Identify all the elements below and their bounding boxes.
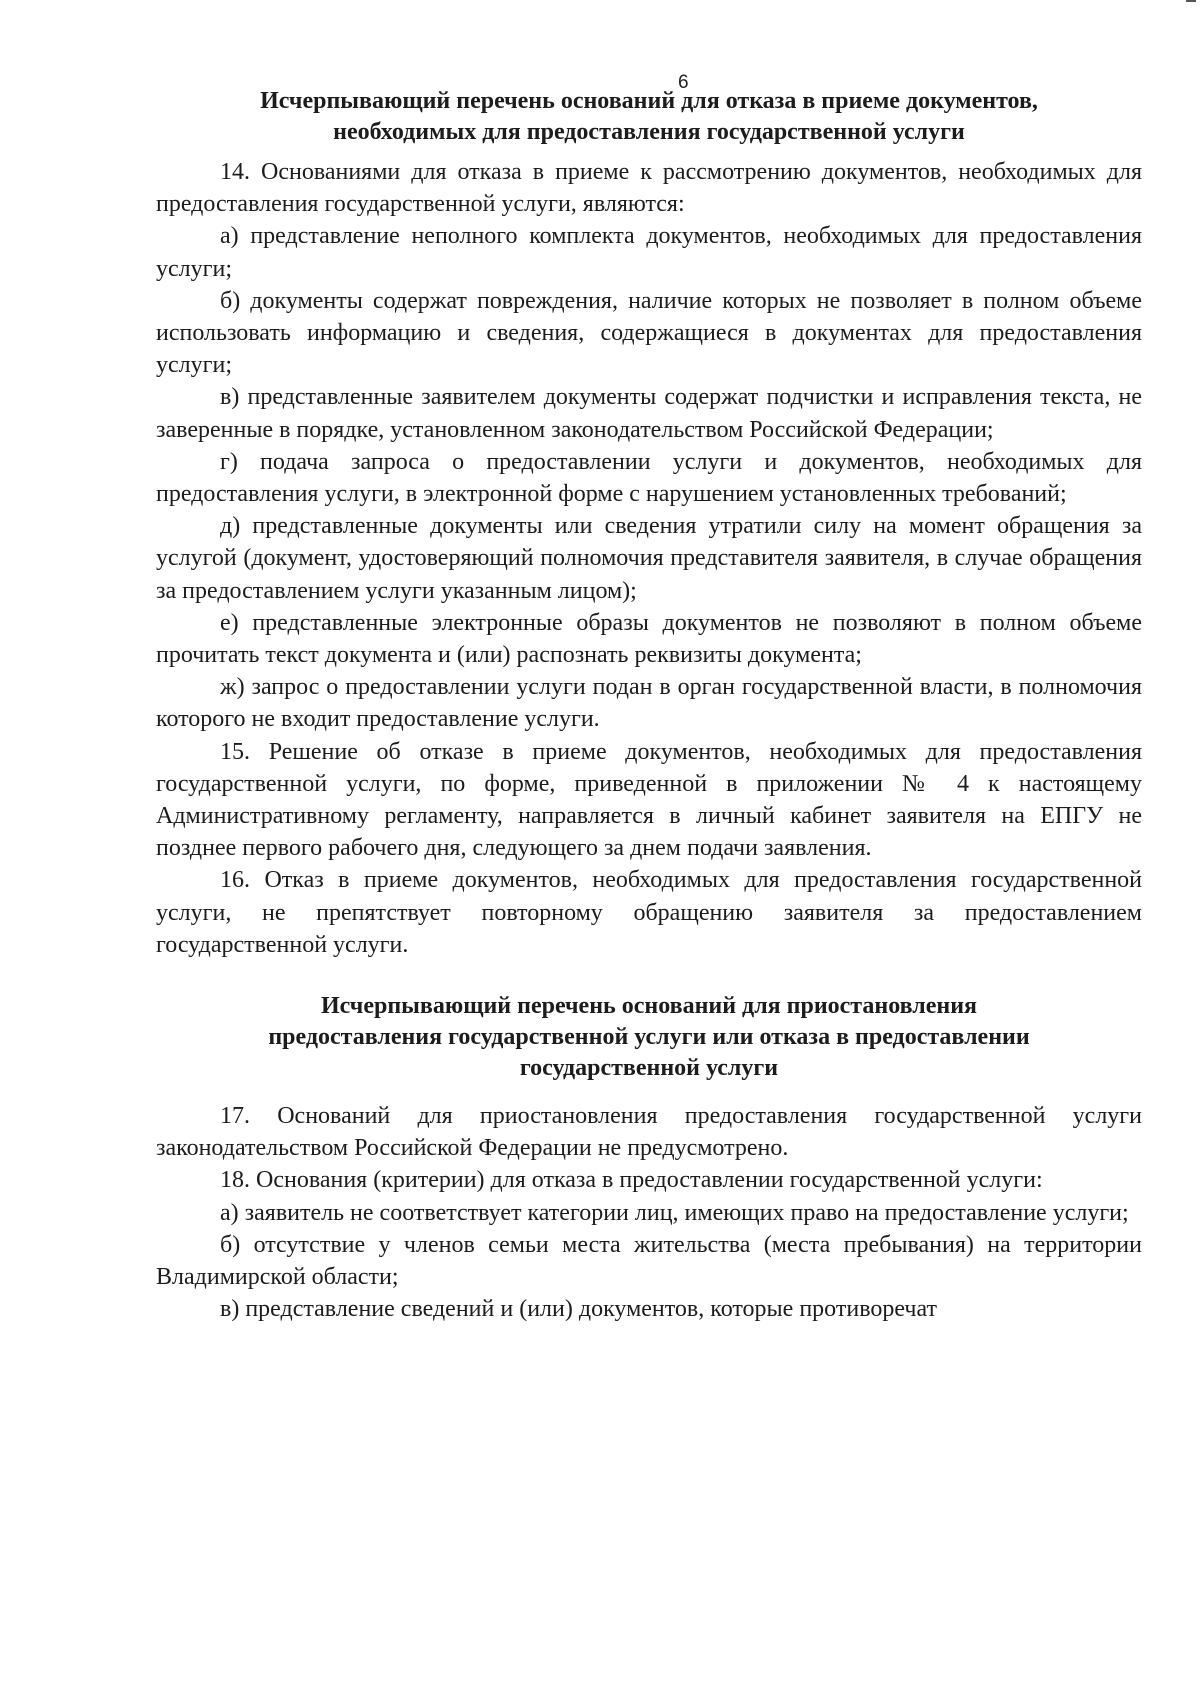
heading-line: Исчерпывающий перечень оснований для приостановления xyxy=(320,993,978,1020)
paragraph-18: 18. Основания (критерии) для отказа в предоставлении государственной услуги: xyxy=(220,1167,1043,1194)
paragraph-15: 15. Решение об отказе в приеме документов, необходимых для предоставления государственной услуги, по форме, приведенной в приложении № 4 к настоящему Административному регламенту, направляется в личный кабинет заявителя на ЕПГУ не позднее первого рабочего дня, следующего за днем подачи заявления. xyxy=(156,738,1142,862)
page-content xyxy=(156,86,1142,1326)
list-item-b: б) отсутствие у членов семьи места жительства (места пребывания) на территории Владимирской области; xyxy=(156,1231,1142,1291)
section2-heading xyxy=(156,991,1142,1084)
list-item-v: в) представление сведений и (или) документов, которые противоречат xyxy=(220,1296,937,1323)
list-item-g: г) подача запроса о предоставлении услуги и документов, необходимых для предоставления услуги, в электронной форме с нарушением установленных требований; xyxy=(156,448,1142,508)
paragraph-17: 17. Оснований для приостановления предоставления государственной услуги законодательством Российской Федерации не предусмотрено. xyxy=(156,1103,1142,1162)
list-item-a: а) заявитель не соответствует категории лиц, имеющих право на предоставление услуги; xyxy=(220,1199,1129,1226)
section1-heading xyxy=(156,86,1142,148)
list-item-a: а) представление неполного комплекта документов, необходимых для предоставления услуги; xyxy=(156,223,1142,282)
heading-line: Исчерпывающий перечень оснований для отказа в приеме документов, xyxy=(260,88,1038,114)
list-item-d: д) представленные документы или сведения утратили силу на момент обращения за услугой (документ, удостоверяющий полномочия представителя заявителя, в случае обращения за предоставлением услуги указанным лицом); xyxy=(156,513,1142,604)
list-item-e: е) представленные электронные образы документов не позволяют в полном объеме прочитать текст документа и (или) распознать реквизиты документа; xyxy=(156,609,1142,669)
list-item-zh: ж) запрос о предоставлении услуги подан в орган государственной власти, в полномочия которого не входит предоставление услуги. xyxy=(156,674,1142,733)
paragraph-16: 16. Отказ в приеме документов, необходимых для предоставления государственной услуги, не препятствует повторному обращению заявителя за предоставлением государственной услуги. xyxy=(156,867,1142,958)
list-item-b: б) документы содержат повреждения, наличие которых не позволяет в полном объеме использовать информацию и сведения, содержащиеся в документах для предоставления услуги; xyxy=(156,287,1142,379)
page-number: 6 xyxy=(678,72,689,93)
heading-line: необходимых для предоставления государственной услуги xyxy=(333,119,965,145)
heading-line: государственной услуги xyxy=(519,1055,779,1082)
scan-corner-mark xyxy=(1186,0,1196,2)
heading-line: предоставления государственной услуги или отказа в предоставлении xyxy=(268,1024,1030,1051)
list-item-v: в) представленные заявителем документы содержат подчистки и исправления текста, не заверенные в порядке, установленном законодательством Российской Федерации; xyxy=(156,384,1142,443)
paragraph-14: 14. Основаниями для отказа в приеме к рассмотрению документов, необходимых для предоставления государственной услуги, являются: xyxy=(156,159,1142,218)
